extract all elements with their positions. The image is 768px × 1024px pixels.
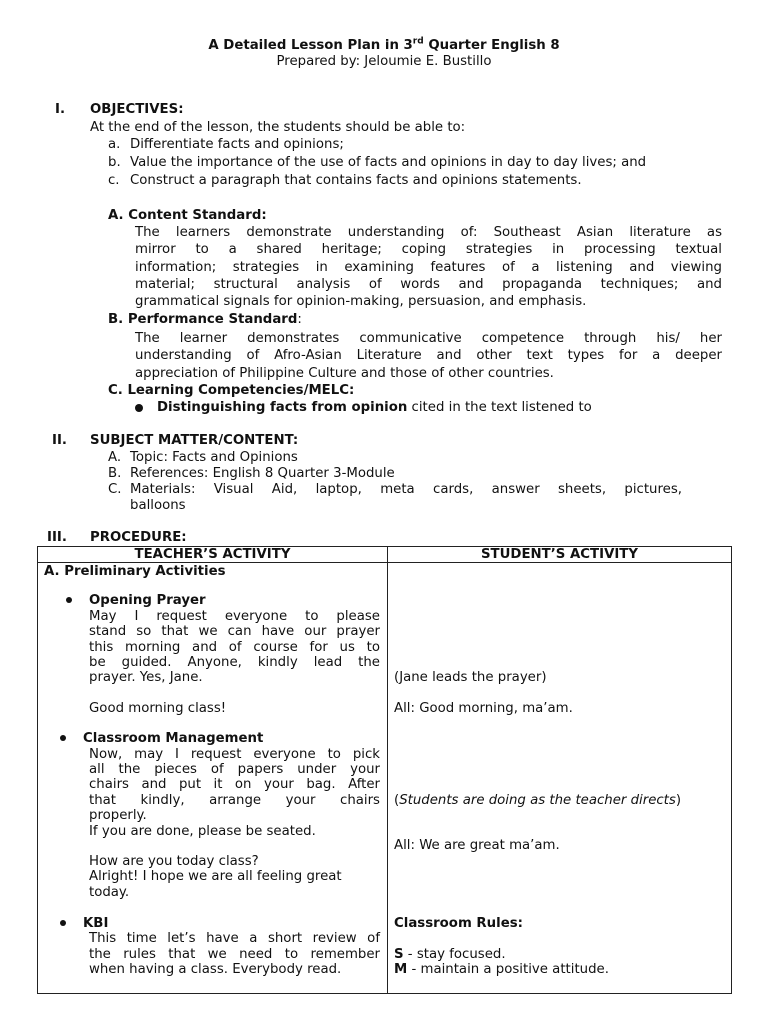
bullet-icon bbox=[60, 735, 66, 741]
subject-item: Materials: Visual Aid, laptop, meta cards, answer sheets, pictures, bbox=[130, 482, 682, 497]
student-activity-header: STUDENT’S ACTIVITY bbox=[388, 547, 732, 563]
teacher-greeting: Good morning class! bbox=[89, 701, 227, 716]
subject-item-cont: balloons bbox=[130, 498, 186, 513]
subject-matter-heading: SUBJECT MATTER/CONTENT: bbox=[90, 433, 299, 448]
performance-standard-heading bbox=[108, 312, 302, 328]
student-activity-cell bbox=[388, 563, 732, 994]
competency-bold: Distinguishing facts from opinion bbox=[157, 400, 408, 415]
teacher-line: Now, may I request everyone to pick bbox=[89, 747, 380, 762]
objectives-intro: At the end of the lesson, the students should be able to: bbox=[90, 120, 466, 135]
teacher-line: that kindly, arrange your chairs bbox=[89, 793, 380, 808]
kbi-heading: KBI bbox=[83, 916, 109, 931]
teacher-line: stand so that we can have our prayer bbox=[89, 624, 380, 639]
teacher-line: be guided. Anyone, kindly lead the bbox=[89, 655, 380, 670]
objectives-heading: OBJECTIVES: bbox=[90, 102, 184, 117]
opening-prayer-heading: Opening Prayer bbox=[89, 593, 206, 608]
content-standard-line: grammatical signals for opinion-making, persuasion, and emphasis. bbox=[135, 294, 587, 309]
student-direction-text: Students are doing as the teacher directs bbox=[399, 793, 676, 808]
performance-standard-line: understanding of Afro-Asian Literature and other text types for a deeper bbox=[135, 348, 722, 363]
objective-item: Value the importance of the use of facts and opinions in day to day lives; and bbox=[130, 155, 647, 170]
student-response: All: We are great ma’am. bbox=[394, 838, 560, 853]
rule-text: - stay focused. bbox=[403, 947, 506, 962]
rule-letter: M bbox=[394, 962, 408, 977]
classroom-management-heading: Classroom Management bbox=[83, 731, 264, 746]
title-text-end: Quarter English 8 bbox=[423, 38, 560, 53]
title-superscript: rd bbox=[412, 36, 424, 47]
competency-rest: cited in the text listened to bbox=[407, 400, 592, 415]
student-response: (Jane leads the prayer) bbox=[394, 670, 547, 685]
teacher-line: chairs and put it on your bag. After bbox=[89, 777, 380, 792]
subject-marker: C. bbox=[108, 482, 122, 497]
student-response bbox=[394, 793, 681, 809]
performance-standard-colon: : bbox=[297, 312, 302, 327]
section-numeral-2: II. bbox=[52, 433, 67, 448]
rule-letter: S bbox=[394, 947, 404, 962]
procedure-heading: PROCEDURE: bbox=[90, 530, 187, 545]
objective-marker: c. bbox=[108, 173, 120, 188]
objective-marker: a. bbox=[108, 137, 121, 152]
teacher-line: the rules that we need to remember bbox=[89, 947, 380, 962]
teacher-line: this morning and of course for us to bbox=[89, 640, 380, 655]
objective-marker: b. bbox=[108, 155, 121, 170]
teacher-line: Alright! I hope we are all feeling great bbox=[89, 869, 342, 884]
preliminary-heading: A. Preliminary Activities bbox=[44, 564, 226, 579]
teacher-line: May I request everyone to please bbox=[89, 609, 380, 624]
classroom-rules-heading: Classroom Rules: bbox=[394, 916, 523, 931]
performance-standard-label: B. Performance Standard bbox=[108, 312, 298, 327]
bullet-icon bbox=[60, 920, 66, 926]
subject-marker: A. bbox=[108, 450, 122, 465]
subject-item: References: English 8 Quarter 3-Module bbox=[130, 466, 395, 481]
teacher-line: when having a class. Everybody read. bbox=[89, 962, 342, 977]
teacher-line: properly. bbox=[89, 808, 147, 823]
performance-standard-line: appreciation of Philippine Culture and those of other countries. bbox=[135, 366, 554, 381]
teacher-activity-header: TEACHER’S ACTIVITY bbox=[38, 547, 388, 563]
section-numeral-1: I. bbox=[55, 102, 65, 117]
student-response: All: Good morning, ma’am. bbox=[394, 701, 573, 716]
rule-item bbox=[394, 947, 506, 963]
procedure-table bbox=[37, 546, 732, 994]
objective-item: Differentiate facts and opinions; bbox=[130, 137, 344, 152]
content-standard-line: material; structural analysis of words and propaganda techniques; and bbox=[135, 277, 722, 292]
rule-text: - maintain a positive attitude. bbox=[407, 962, 609, 977]
teacher-line: If you are done, please be seated. bbox=[89, 824, 316, 839]
paren-open: ( bbox=[394, 793, 400, 808]
subject-item: Topic: Facts and Opinions bbox=[130, 450, 298, 465]
competencies-heading: C. Learning Competencies/MELC: bbox=[108, 383, 355, 398]
paren-close: ) bbox=[675, 793, 682, 808]
document-title bbox=[0, 38, 768, 54]
teacher-line: all the pieces of papers under your bbox=[89, 762, 380, 777]
performance-standard-line: The learner demonstrates communicative competence through his/ her bbox=[135, 331, 722, 346]
objective-item: Construct a paragraph that contains facts and opinions statements. bbox=[130, 173, 582, 188]
subject-marker: B. bbox=[108, 466, 122, 481]
bullet-icon bbox=[66, 597, 72, 603]
bullet-icon bbox=[135, 404, 143, 412]
content-standard-heading: A. Content Standard: bbox=[108, 208, 267, 223]
title-text: A Detailed Lesson Plan in 3 bbox=[208, 38, 413, 53]
prepared-by: Prepared by: Jeloumie E. Bustillo bbox=[276, 54, 492, 69]
table-row bbox=[38, 563, 732, 994]
competency-item bbox=[157, 400, 592, 416]
table-header-row bbox=[38, 547, 732, 563]
rule-item bbox=[394, 962, 609, 978]
teacher-line: prayer. Yes, Jane. bbox=[89, 670, 203, 685]
section-numeral-3: III. bbox=[47, 530, 67, 545]
teacher-line: today. bbox=[89, 885, 130, 900]
teacher-activity-cell bbox=[38, 563, 388, 994]
teacher-line: This time let’s have a short review of bbox=[89, 931, 380, 946]
content-standard-line: The learners demonstrate understanding of: Southeast Asian literature as bbox=[135, 225, 722, 240]
teacher-line: How are you today class? bbox=[89, 854, 259, 869]
content-standard-line: information; strategies in examining features of a listening and viewing bbox=[135, 260, 722, 275]
content-standard-line: mirror to a shared heritage; coping strategies in processing textual bbox=[135, 242, 722, 257]
